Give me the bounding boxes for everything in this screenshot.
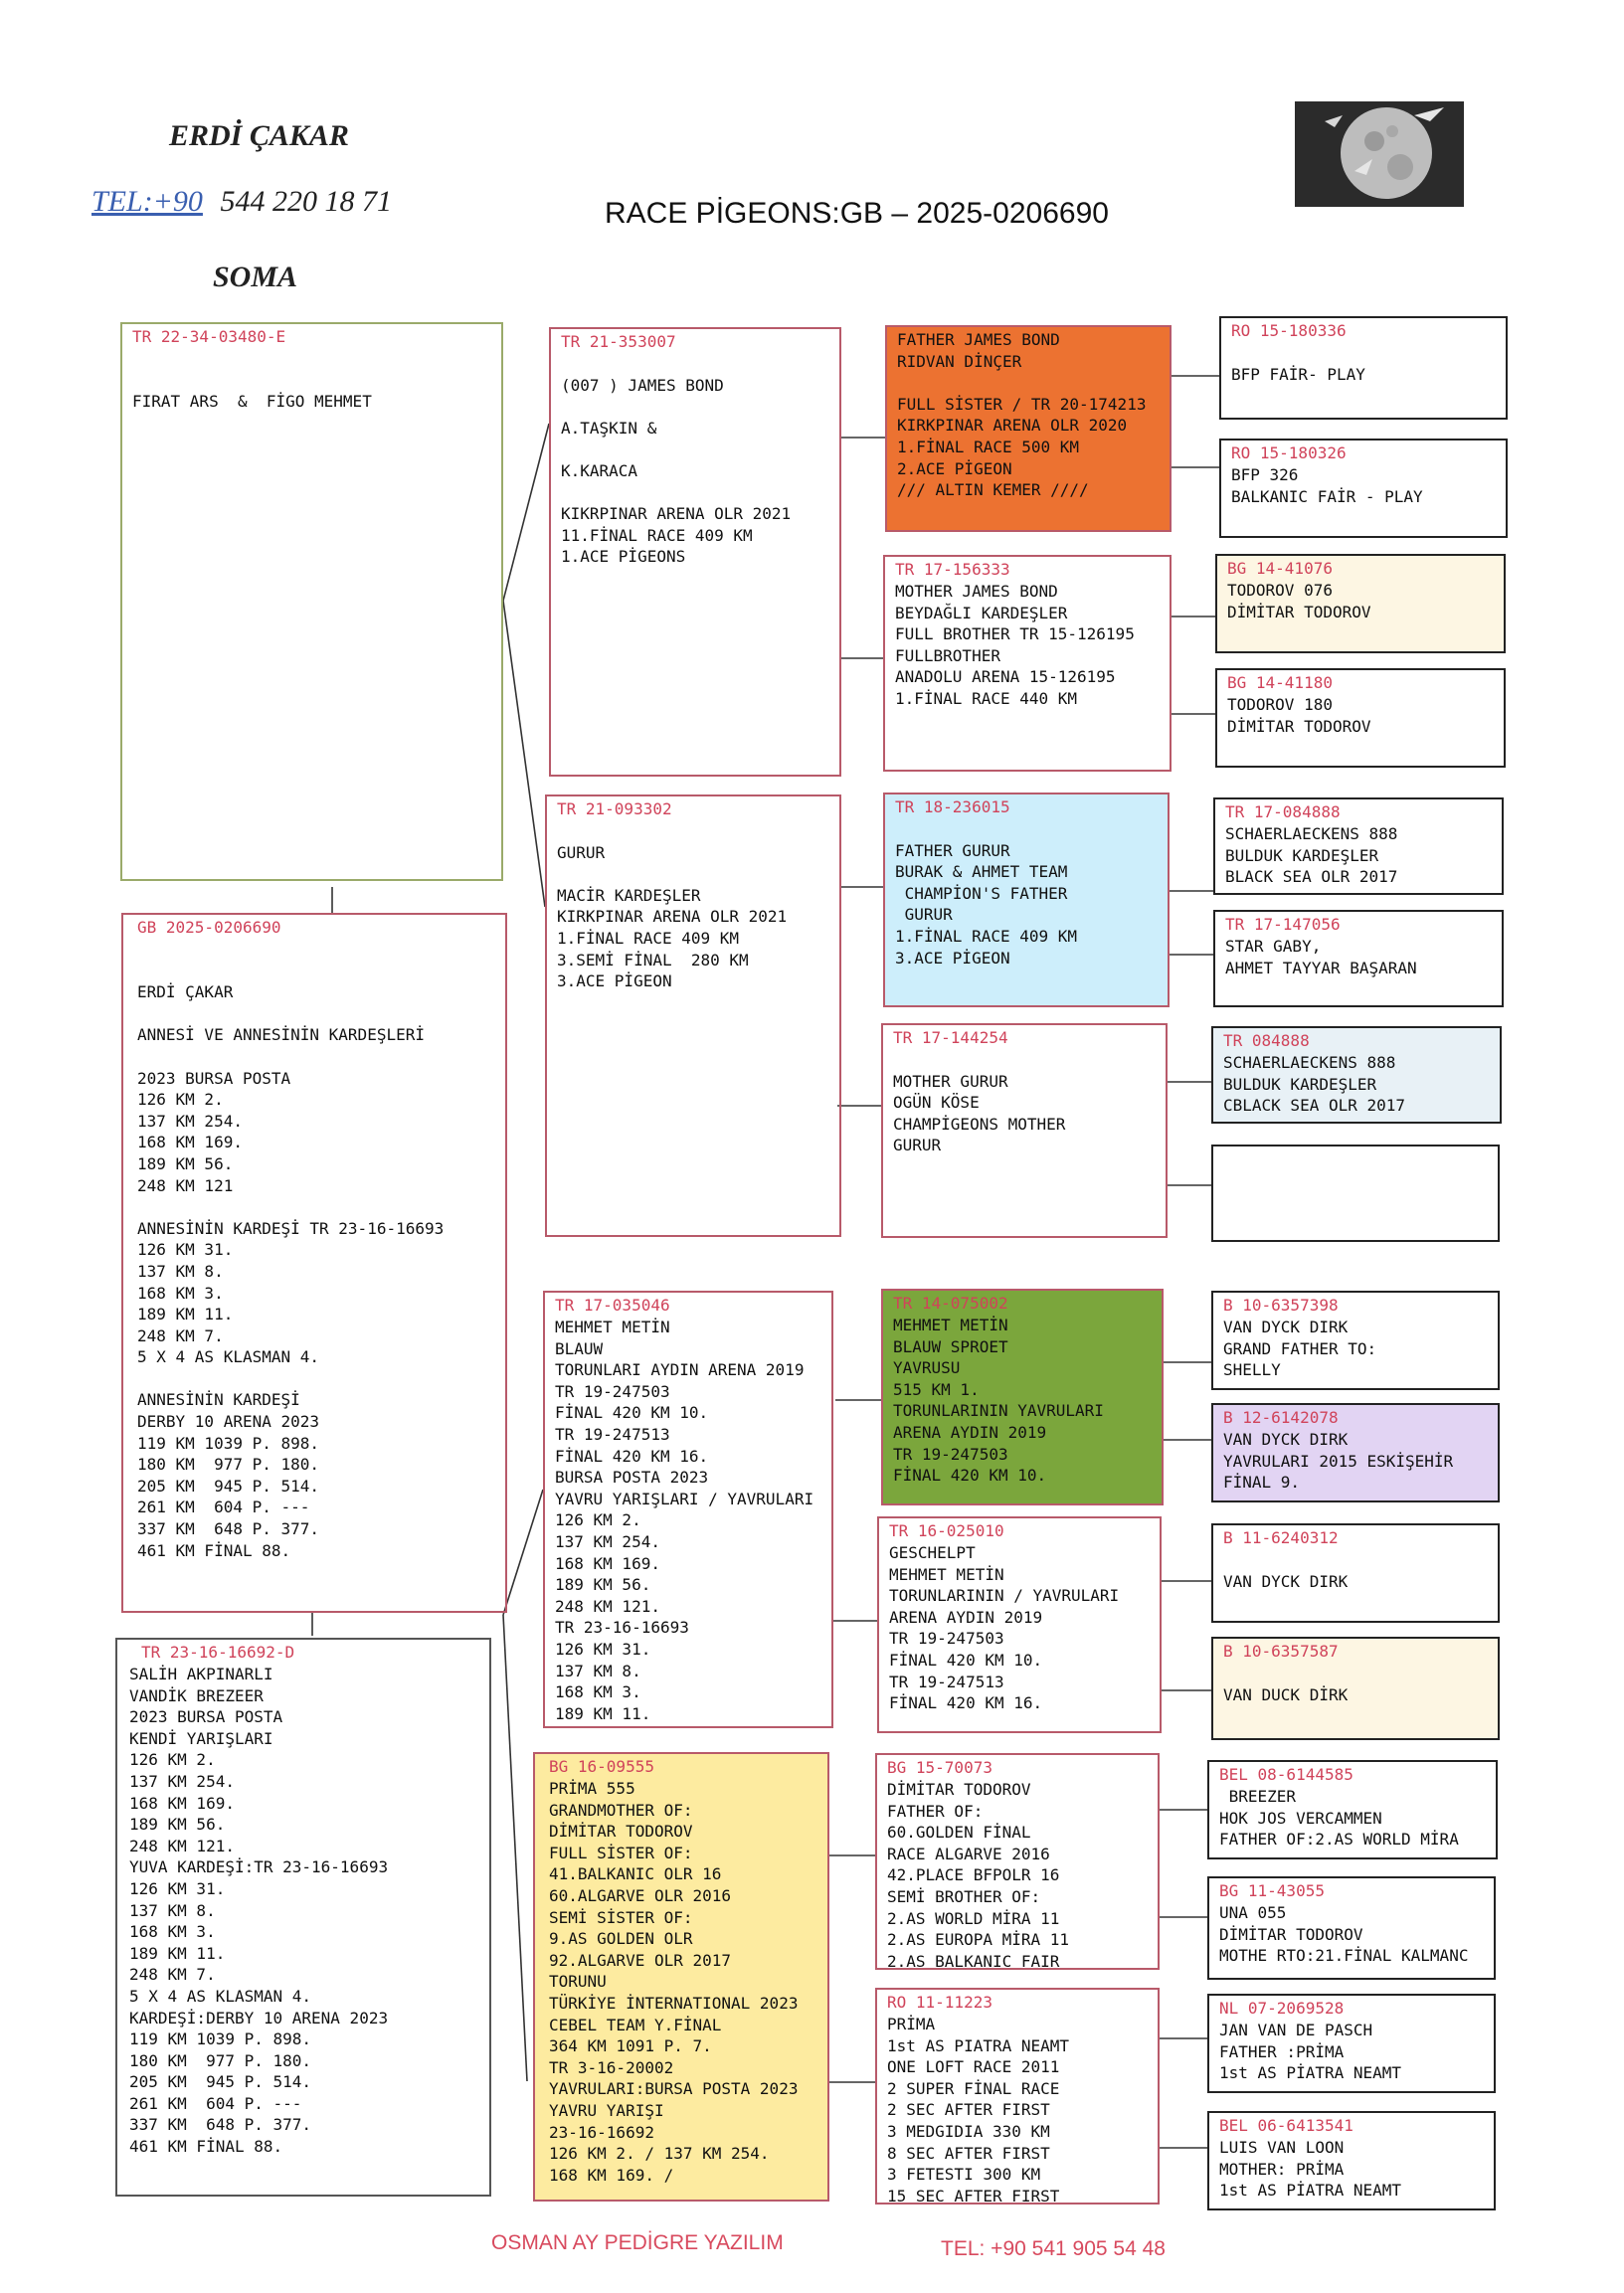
ring-number: TR 22-34-03480-E <box>132 327 286 346</box>
owner-card <box>120 322 503 881</box>
ring-number: BG 15-70073 <box>887 1758 992 1777</box>
ring-number: TR 17-147056 <box>1225 915 1341 934</box>
ancestor-card-10 <box>1211 1403 1500 1502</box>
ring-number: RO 15-180326 <box>1231 443 1347 462</box>
ancestor-card-6 <box>1213 910 1504 1007</box>
ring-number: TR 17-084888 <box>1225 802 1341 821</box>
pigeon-info: LUIS VAN LOON MOTHER: PRİMA 1st AS PİATRA NEAMT <box>1219 2138 1402 2201</box>
pigeon-info: ERDİ ÇAKAR ANNESİ VE ANNESİNİN KARDEŞLERİ 2023 BURSA POSTA 126 KM 2. 137 KM 254. 168 KM 169. 189 KM 56. 248 KM 121 ANNESİNİN KARDEŞİ TR 23-16-16693 126 KM 31. 137 KM 8. 168 KM 3. 189 KM 11. 248 KM 7. 5 X 4 AS KLASMAN 4. ANNESİNİN KARDEŞİ DERBY 10 ARENA 2023 119 KM 1039 P. 898. 180 KM 977 P. 180. 205 KM 945 P. 514. 261 KM 604 P. --- 337 KM 648 P. 377. 461 KM FİNAL 88. <box>137 982 445 1560</box>
pigeon-info: VAN DYCK DIRK GRAND FATHER TO: SHELLY <box>1223 1318 1377 1380</box>
father-gurur-card <box>883 793 1170 1007</box>
dam-sire-card-mehmet-metin <box>543 1291 833 1728</box>
ring-number: BG 11-43055 <box>1219 1881 1325 1900</box>
pigeon-info: VAN DUCK DİRK <box>1223 1684 1349 1704</box>
ring-number: TR 14-075002 <box>893 1294 1008 1313</box>
ring-number: TR 18-236015 <box>895 797 1010 816</box>
ring-number: TR 17-035046 <box>555 1296 670 1315</box>
ancestor-card-4 <box>1215 668 1506 768</box>
ring-number: TR 21-093302 <box>557 799 672 818</box>
pigeon-info: BFP 326 BALKANIC FAİR - PLAY <box>1231 465 1423 506</box>
ancestor-card-14 <box>1207 1876 1496 1980</box>
ring-number: RO 11-11223 <box>887 1993 992 2012</box>
ring-number: BG 14-41076 <box>1227 559 1333 578</box>
pigeon-info: GURUR MACİR KARDEŞLER KIRKPINAR ARENA OLR 2021 1.FİNAL RACE 409 KM 3.SEMİ FİNAL 280 KM 3.ACE PİGEON <box>557 842 788 991</box>
blauw-sproet-card <box>881 1289 1164 1505</box>
pigeon-info: VAN DYCK DIRK YAVRULARI 2015 ESKİŞEHİR FİNAL 9. <box>1223 1430 1454 1493</box>
software-credit: OSMAN AY PEDİGRE YAZILIM <box>491 2231 784 2254</box>
footer-phone: TEL: +90 541 905 54 48 <box>941 2237 1166 2260</box>
pigeon-info: PRİMA 1st AS PIATRA NEAMT ONE LOFT RACE 2011 2 SUPER FİNAL RACE 2 SEC AFTER FIRST 3 MEDGIDIA 330 KM 8 SEC AFTER FIRST 3 FETESTI 300 KM 15 SEC AFTER FIRST <box>887 2015 1070 2205</box>
pigeon-info: FATHER GURUR BURAK & AHMET TEAM CHAMPİON'S FATHER GURUR 1.FİNAL RACE 409 KM 3.ACE PİGEON <box>895 840 1078 968</box>
pigeon-info: BREEZER HOK JOS VERCAMMEN FATHER OF:2.AS WORLD MİRA <box>1219 1787 1459 1850</box>
ancestor-card-11 <box>1211 1523 1500 1623</box>
pigeon-info: SALİH AKPINARLI VANDİK BREZEER 2023 BURSA POSTA KENDİ YARIŞLARI 126 KM 2. 137 KM 254. 168 KM 169. 189 KM 56. 248 KM 121. YUVA KARDEŞİ:TR 23-16-16693 126 KM 31. 137 KM 8. 168 KM 3. 189 KM 11. 248 KM 7. 5 X 4 AS KLASMAN 4. KARDEŞİ:DERBY 10 ARENA 2023 119 KM 1039 P. 898. 180 KM 977 P. 180. 205 KM 945 P. 514. 261 KM 604 P. --- 337 KM 648 P. 377. 461 KM FİNAL 88. <box>129 1665 389 2157</box>
ring-number: B 11-6240312 <box>1223 1528 1339 1547</box>
ring-number: TR 23-16-16692-D <box>141 1643 295 1662</box>
ring-number: TR 21-353007 <box>561 332 676 351</box>
ancestor-card-9 <box>1211 1291 1500 1390</box>
page-title: RACE PİGEONS:GB – 2025-0206690 <box>605 197 1109 230</box>
pigeon-info: (007 ) JAMES BOND A.TAŞKIN & K.KARACA KIKRPINAR ARENA OLR 2021 11.FİNAL RACE 409 KM 1.ACE PİGEONS <box>561 375 792 567</box>
phone-label: TEL:+90 <box>91 185 203 218</box>
ring-number: B 10-6357587 <box>1223 1642 1339 1661</box>
sire-card-gurur <box>545 794 841 1237</box>
pigeon-info: STAR GABY, AHMET TAYYAR BAŞARAN <box>1225 937 1417 977</box>
ring-number: BEL 08-6144585 <box>1219 1765 1353 1784</box>
ring-number: B 12-6142078 <box>1223 1408 1339 1427</box>
pigeon-info: DİMİTAR TODOROV FATHER OF: 60.GOLDEN FİNAL RACE ALGARVE 2016 42.PLACE BFPOLR 16 SEMİ BROTHER OF: 2.AS WORLD MİRA 11 2.AS EUROPA MİRA 11 2.AS BALKANIC FAIR <box>887 1780 1070 1970</box>
pigeon-info: SCHAERLAECKENS 888 BULDUK KARDEŞLER CBLACK SEA OLR 2017 <box>1223 1053 1406 1116</box>
ring-number: TR 17-144254 <box>893 1028 1008 1047</box>
ancestor-card-8-empty <box>1211 1145 1500 1242</box>
pigeon-info: MEHMET METİN BLAUW TORUNLARI AYDIN ARENA 2019 TR 19-247503 FİNAL 420 KM 10. TR 19-247513 FİNAL 420 KM 16. BURSA POSTA 2023 YAVRU YARIŞLARI / YAVRULARI 126 KM 2. 137 KM 254. 168 KM 169. 189 KM 56. 248 KM 121. TR 23-16-16693 126 KM 31. 137 KM 8. 168 KM 3. 189 KM 11. <box>555 1318 814 1723</box>
pigeon-info: JAN VAN DE PASCH FATHER :PRİMA 1st AS PİATRA NEAMT <box>1219 2021 1402 2083</box>
ring-number: GB 2025-0206690 <box>137 918 281 937</box>
subject-pigeon-card <box>121 913 507 1613</box>
ancestor-card-16 <box>1207 2111 1496 2210</box>
prima-card <box>875 1988 1160 2205</box>
pigeon-info: TODOROV 180 DİMİTAR TODOROV <box>1227 695 1371 736</box>
pigeon-info: MOTHER GURUR OGÜN KÖSE CHAMPİGEONS MOTHER GURUR <box>893 1071 1066 1155</box>
dam-card <box>115 1638 491 2197</box>
ancestor-card-5 <box>1213 797 1504 895</box>
ancestor-card-7 <box>1211 1026 1502 1124</box>
ancestor-card-13 <box>1207 1760 1498 1859</box>
pigeon-info: UNA 055 DİMİTAR TODOROV MOTHE RTO:21.FİNAL KALMANC <box>1219 1903 1469 1966</box>
phone-number: 544 220 18 71 <box>220 185 392 218</box>
sire-card-james-bond <box>549 327 841 777</box>
ring-number: RO 15-180336 <box>1231 321 1347 340</box>
ancestor-card-2 <box>1219 439 1508 538</box>
pigeon-info: PRİMA 555 GRANDMOTHER OF: DİMİTAR TODOROV FULL SİSTER OF: 41.BALKANIC OLR 16 60.ALGARVE OLR 2016 SEMİ SİSTER OF: 9.AS GOLDEN OLR 92.ALGARVE OLR 2017 TORUNU TÜRKİYE İNTERNATIONAL 2023 CEBEL TEAM Y.FİNAL 364 KM 1091 P. 7. TR 3-16-20002 YAVRULARI:BURSA POSTA 2023 YAVRU YARIŞI 23-16-16692 126 KM 2. / 137 KM 254. 168 KM 169. / <box>549 1779 799 2185</box>
pigeon-info: VAN DYCK DIRK <box>1223 1571 1349 1591</box>
ring-number: BEL 06-6413541 <box>1219 2116 1353 2135</box>
pigeon-info: FATHER JAMES BOND RIDVAN DİNÇER FULL SİSTER / TR 20-174213 KIRKPINAR ARENA OLR 2020 1.FİNAL RACE 500 KM 2.ACE PİGEON /// ALTIN KEMER //// <box>897 330 1147 500</box>
pigeon-info: BFP FAİR- PLAY <box>1231 364 1365 384</box>
breeder-city: SOMA <box>213 261 298 293</box>
pigeon-info: TODOROV 076 DİMİTAR TODOROV <box>1227 581 1371 621</box>
ring-number: NL 07-2069528 <box>1219 1999 1345 2018</box>
mother-james-bond-card <box>883 555 1172 772</box>
pigeon-info: MEHMET METİN BLAUW SPROET YAVRUSU 515 KM 1. TORUNLARININ YAVRULARI ARENA AYDIN 2019 TR 19-247503 FİNAL 420 KM 10. <box>893 1316 1104 1486</box>
pigeon-info: FIRAT ARS & FİGO MEHMET <box>132 392 372 412</box>
breeder-name: ERDİ ÇAKAR <box>169 119 349 152</box>
pigeon-info: MOTHER JAMES BOND BEYDAĞLI KARDEŞLER FULL BROTHER TR 15-126195 FULLBROTHER ANADOLU ARENA 15-126195 1.FİNAL RACE 440 KM <box>895 582 1135 708</box>
ancestor-card-3 <box>1215 554 1506 653</box>
ancestor-card-12 <box>1211 1637 1500 1740</box>
ring-number: BG 16-09555 <box>549 1757 654 1776</box>
geschelpt-card <box>877 1516 1162 1733</box>
ring-number: TR 16-025010 <box>889 1521 1004 1540</box>
ring-number: TR 17-156333 <box>895 560 1010 579</box>
pigeon-info: GESCHELPT MEHMET METİN TORUNLARININ / YAVRULARI ARENA AYDIN 2019 TR 19-247503 FİNAL 420 KM 10. TR 19-247513 FİNAL 420 KM 16. <box>889 1543 1120 1713</box>
ancestor-card-15 <box>1207 1994 1496 2093</box>
dimitar-todorov-card <box>875 1753 1160 1970</box>
father-james-bond-card <box>885 325 1172 532</box>
ring-number: B 10-6357398 <box>1223 1296 1339 1315</box>
ring-number: BG 14-41180 <box>1227 673 1333 692</box>
mother-gurur-card <box>881 1023 1168 1238</box>
dam-dam-card-prima-555 <box>533 1752 829 2202</box>
pigeon-info: SCHAERLAECKENS 888 BULDUK KARDEŞLER BLACK SEA OLR 2017 <box>1225 824 1398 887</box>
ancestor-card-1 <box>1219 316 1508 420</box>
ring-number: TR 084888 <box>1223 1031 1310 1050</box>
